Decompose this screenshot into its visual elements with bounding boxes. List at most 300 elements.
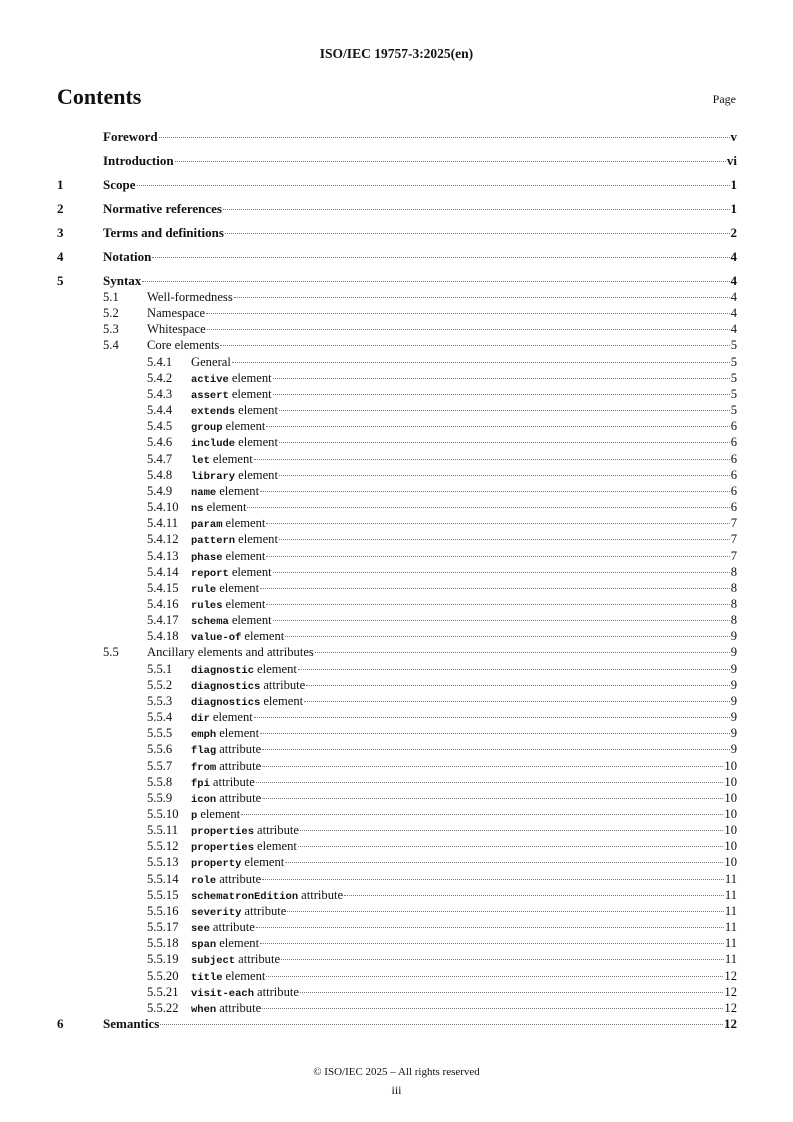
dot-leader (260, 943, 724, 944)
page-number: iii (391, 1083, 402, 1097)
toc-entry-code: from (191, 761, 217, 774)
toc-entry-page: 9 (730, 677, 737, 692)
toc-entry-number: 5.3 (103, 322, 119, 337)
toc-entry-title: Scope (103, 177, 136, 192)
toc-entry-code: dir (191, 713, 210, 726)
toc-entry[interactable] (57, 153, 737, 177)
toc-entry-number: 5.5.18 (147, 936, 179, 951)
toc-entry-title: Foreword (103, 129, 158, 144)
toc-entry[interactable] (57, 177, 737, 201)
toc-entry-page: 9 (730, 710, 737, 725)
toc-entry-number: 5.4.9 (147, 483, 173, 498)
toc-entry-number: 5.4.17 (147, 613, 179, 628)
toc-entry[interactable] (57, 871, 737, 887)
toc-entry-page: 5 (730, 403, 737, 418)
toc-entry[interactable] (57, 499, 737, 515)
toc-entry-code: library (191, 470, 236, 483)
toc-entry-title: Introduction (103, 153, 174, 168)
toc-entry[interactable] (57, 370, 737, 386)
toc-entry-number: 5.2 (103, 306, 119, 321)
dot-leader (273, 572, 730, 573)
toc-entry[interactable] (57, 402, 737, 418)
toc-entry[interactable] (57, 951, 737, 967)
toc-entry-page: 6 (730, 467, 737, 482)
dot-leader (285, 636, 729, 637)
toc-entry[interactable] (57, 467, 737, 483)
toc-entry-page: 9 (730, 645, 737, 660)
page-column-label: Page (712, 92, 736, 106)
toc-entry-number: 5.4.10 (147, 500, 179, 515)
toc-entry-title: element (263, 693, 304, 708)
toc-entry-title: element (231, 613, 272, 628)
toc-entry-number: 5.4.18 (147, 629, 179, 644)
toc-entry-number: 5.5.7 (147, 758, 173, 773)
dot-leader (279, 410, 730, 411)
toc-entry-title: element (257, 661, 297, 676)
toc-entry-title: attribute (257, 984, 299, 999)
toc-entry-title: element (219, 483, 260, 498)
toc-entry[interactable] (57, 693, 737, 709)
dot-leader (160, 1024, 723, 1025)
toc-entry-number: 5.4.2 (147, 370, 173, 385)
toc-entry-code: value-of (191, 632, 242, 645)
toc-entry-title: Semantics (103, 1016, 160, 1032)
toc-entry[interactable] (57, 531, 737, 547)
dot-leader (260, 491, 730, 492)
toc-entry[interactable] (57, 548, 737, 564)
toc-entry-page: 4 (730, 322, 737, 337)
toc-entry-code: name (191, 486, 217, 499)
table-of-contents (57, 129, 737, 1040)
toc-entry-number: 5.5.10 (147, 807, 179, 821)
dot-leader (241, 814, 723, 815)
toc-entry-page: 9 (730, 693, 737, 708)
dot-leader (315, 652, 730, 653)
toc-entry[interactable] (57, 725, 737, 741)
toc-entry[interactable] (57, 790, 737, 806)
toc-entry-number: 5.5.17 (147, 920, 179, 935)
toc-entry-page: 9 (730, 726, 737, 741)
dot-leader (159, 137, 730, 138)
toc-entry[interactable] (57, 677, 737, 693)
dot-leader (304, 701, 730, 702)
toc-entry[interactable] (57, 628, 737, 644)
dot-leader (306, 685, 729, 686)
toc-entry-code: when (191, 1003, 217, 1016)
toc-entry[interactable] (57, 774, 737, 790)
toc-entry-code: span (191, 939, 217, 952)
toc-entry-code: report (191, 567, 229, 580)
toc-entry[interactable] (57, 661, 737, 677)
toc-entry[interactable] (57, 887, 737, 903)
dot-leader (262, 879, 724, 880)
toc-entry-page: 10 (724, 758, 737, 773)
toc-entry-code: title (191, 971, 223, 984)
toc-entry[interactable] (57, 1016, 737, 1040)
toc-entry[interactable] (57, 483, 737, 499)
toc-entry-page: 10 (724, 855, 737, 870)
dot-leader (344, 895, 724, 896)
toc-entry-page: vi (726, 153, 737, 168)
toc-entry-code: visit-each (191, 987, 255, 1000)
dot-leader (220, 345, 729, 346)
toc-entry[interactable] (57, 337, 737, 353)
toc-entry-number: 5.5.5 (147, 726, 173, 741)
toc-entry-code: flag (191, 745, 217, 758)
toc-entry-page: 11 (724, 952, 737, 967)
dot-leader (254, 717, 730, 718)
toc-entry-title: element (225, 516, 266, 531)
toc-entry-number: 5.5.12 (147, 839, 179, 854)
toc-entry-title: General (191, 354, 231, 369)
toc-entry-title: element (244, 629, 285, 644)
toc-entry[interactable] (57, 822, 737, 838)
toc-entry[interactable] (57, 515, 737, 531)
toc-entry-code: group (191, 422, 223, 435)
toc-entry-title: element (225, 548, 266, 563)
toc-entry[interactable] (57, 644, 737, 660)
dot-leader (300, 830, 723, 831)
toc-entry[interactable] (57, 968, 737, 984)
toc-entry-code: diagnostics (191, 680, 261, 693)
toc-entry-code: rules (191, 599, 223, 612)
toc-entry-title: element (231, 370, 272, 385)
dot-leader (281, 959, 724, 960)
dot-leader (256, 927, 724, 928)
toc-entry-page: 8 (730, 564, 737, 579)
toc-entry-title: element (206, 500, 247, 515)
dot-leader (152, 257, 729, 258)
toc-entry-page: 9 (730, 629, 737, 644)
toc-entry-number: 5.5.4 (147, 710, 173, 725)
copyright-footer: © ISO/IEC 2025 – All rights reserved (313, 1066, 480, 1078)
toc-entry-title: element (238, 532, 278, 547)
toc-entry-code: see (191, 923, 210, 936)
dot-leader (273, 378, 730, 379)
toc-entry-page: 11 (724, 887, 737, 902)
toc-entry-page: 6 (730, 451, 737, 466)
toc-entry-code: include (191, 438, 236, 451)
toc-entry-number: 5.5.11 (147, 823, 179, 838)
toc-entry-number: 5.5.16 (147, 903, 179, 918)
toc-entry[interactable] (57, 321, 737, 337)
toc-entry-title: attribute (257, 823, 299, 838)
dot-leader (285, 862, 723, 863)
toc-entry-code: properties (191, 842, 255, 855)
toc-entry-code: p (191, 810, 198, 822)
toc-entry-number: 5.4.1 (147, 354, 173, 369)
toc-entry[interactable] (57, 273, 737, 289)
toc-entry-code: properties (191, 826, 255, 839)
toc-entry-page: 8 (730, 580, 737, 595)
toc-entry-title: attribute (219, 871, 262, 886)
toc-entry-title: element (219, 936, 260, 951)
toc-entry-page: 12 (724, 984, 737, 999)
toc-entry-title: attribute (219, 758, 262, 773)
toc-entry-number: 5.4.11 (147, 516, 179, 531)
toc-entry-title: Syntax (103, 273, 142, 288)
toc-entry-page: 4 (730, 273, 737, 288)
toc-entry[interactable] (57, 919, 737, 935)
toc-entry-title: element (225, 419, 266, 434)
toc-entry-title: element (219, 726, 260, 741)
toc-entry-number: 5.5 (103, 645, 119, 660)
toc-entry-page: 6 (730, 435, 737, 450)
toc-entry-title: element (212, 451, 253, 466)
toc-entry-page: 5 (730, 338, 737, 353)
toc-entry-page: 10 (724, 807, 737, 821)
dot-leader (279, 475, 730, 476)
toc-entry[interactable] (57, 129, 737, 153)
toc-entry-number: 5.5.8 (147, 774, 173, 789)
toc-entry[interactable] (57, 225, 737, 249)
toc-entry-page: 4 (730, 290, 737, 304)
dot-leader (262, 1008, 723, 1009)
toc-entry[interactable] (57, 984, 737, 1000)
toc-entry-code: assert (191, 389, 229, 402)
dot-leader (262, 766, 723, 767)
toc-entry-page: 12 (724, 1000, 737, 1015)
toc-entry-title: element (225, 968, 266, 983)
dot-leader (298, 669, 730, 670)
toc-entry[interactable] (57, 903, 737, 919)
toc-entry-title: element (231, 564, 272, 579)
toc-entry-title: element (238, 435, 278, 450)
toc-entry-page: 12 (724, 968, 737, 983)
toc-entry-number: 1 (57, 177, 64, 192)
toc-entry-title: Ancillary elements and attributes (147, 645, 314, 660)
toc-entry-code: diagnostics (191, 696, 261, 709)
toc-entry-title: Whitespace (147, 322, 206, 337)
dot-leader (266, 556, 729, 557)
toc-entry[interactable] (57, 305, 737, 321)
toc-entry[interactable] (57, 289, 737, 305)
toc-entry-title: element (238, 403, 278, 418)
toc-entry-code: schematronEdition (191, 890, 299, 903)
dot-leader (206, 313, 730, 314)
dot-leader (207, 329, 730, 330)
toc-entry-number: 5.4.5 (147, 419, 173, 434)
toc-entry-number: 5.5.6 (147, 742, 173, 757)
dot-leader (142, 281, 729, 282)
dot-leader (234, 297, 730, 298)
toc-entry-title: attribute (301, 887, 344, 902)
toc-entry-page: 4 (730, 249, 737, 264)
toc-entry-number: 6 (57, 1016, 64, 1032)
dot-leader (266, 426, 729, 427)
toc-entry-page: 10 (724, 774, 737, 789)
toc-entry-number: 5.4.4 (147, 403, 173, 418)
dot-leader (273, 620, 730, 621)
toc-entry-code: rule (191, 583, 217, 596)
toc-entry[interactable] (57, 201, 737, 225)
toc-entry-number: 5.4 (103, 338, 119, 353)
toc-entry[interactable] (57, 1000, 737, 1016)
toc-entry-title: Terms and definitions (103, 225, 224, 240)
toc-entry-number: 2 (57, 201, 64, 216)
toc-entry-page: 7 (730, 516, 737, 531)
toc-entry-number: 5.5.13 (147, 855, 179, 870)
toc-entry-number: 5.5.9 (147, 790, 173, 805)
toc-entry-title: attribute (212, 920, 255, 935)
toc-entry[interactable] (57, 612, 737, 628)
toc-entry-page: 6 (730, 500, 737, 515)
toc-entry-code: schema (191, 616, 229, 629)
toc-entry-code: ns (191, 503, 204, 516)
dot-leader (175, 161, 726, 162)
dot-leader (247, 507, 729, 508)
toc-entry-number: 5.4.15 (147, 580, 179, 595)
toc-entry-title: attribute (219, 790, 262, 805)
toc-entry-number: 5.4.13 (147, 548, 179, 563)
toc-entry-number: 3 (57, 225, 64, 240)
dot-leader (300, 992, 723, 993)
toc-entry[interactable] (57, 709, 737, 725)
page-title: Contents (57, 84, 142, 109)
toc-entry-number: 5.5.3 (147, 693, 173, 708)
toc-entry-number: 5.4.14 (147, 564, 179, 579)
toc-entry-number: 5.5.15 (147, 887, 179, 902)
toc-entry-code: pattern (191, 535, 236, 548)
dot-leader (266, 604, 729, 605)
toc-entry[interactable] (57, 564, 737, 580)
toc-entry-code: param (191, 519, 223, 532)
dot-leader (223, 209, 730, 210)
toc-entry-code: active (191, 373, 229, 386)
toc-entry-page: 6 (730, 419, 737, 434)
toc-entry-title: attribute (219, 742, 262, 757)
dot-leader (298, 846, 724, 847)
toc-entry-number: 5.4.16 (147, 596, 179, 611)
toc-entry-page: 11 (724, 920, 737, 935)
toc-entry-page: 11 (724, 871, 737, 886)
toc-entry-number: 5.4.3 (147, 386, 173, 401)
dot-leader (262, 749, 730, 750)
toc-entry-number: 5.5.1 (147, 661, 173, 676)
dot-leader (266, 523, 729, 524)
toc-entry[interactable] (57, 249, 737, 273)
document-header: ISO/IEC 19757-3:2025(en) (319, 46, 474, 61)
toc-entry[interactable] (57, 580, 737, 596)
dot-leader (266, 976, 723, 977)
toc-entry-title: attribute (212, 774, 255, 789)
toc-entry-number: 5.4.6 (147, 435, 173, 450)
toc-entry-title: element (257, 839, 297, 854)
dot-leader (279, 539, 730, 540)
toc-entry-title: attribute (244, 903, 287, 918)
toc-entry[interactable] (57, 434, 737, 450)
toc-entry-number: 5.5.20 (147, 968, 179, 983)
toc-entry-page: 4 (730, 306, 737, 321)
toc-entry-title: element (231, 386, 272, 401)
toc-entry-number: 5.4.7 (147, 451, 173, 466)
toc-entry-page: v (730, 129, 737, 144)
toc-entry-page: 10 (724, 790, 737, 805)
toc-entry-title: Well-formedness (147, 290, 233, 304)
toc-entry-number: 5.4.12 (147, 532, 179, 547)
toc-entry-number: 5.1 (103, 290, 119, 304)
toc-entry-page: 9 (730, 661, 737, 676)
toc-entry-number: 5.5.22 (147, 1000, 179, 1015)
toc-entry-page: 9 (730, 742, 737, 757)
toc-entry-page: 5 (730, 386, 737, 401)
dot-leader (256, 782, 724, 783)
toc-entry-code: extends (191, 406, 236, 419)
toc-entry-page: 2 (730, 225, 737, 240)
toc-entry-number: 5 (57, 273, 64, 288)
dot-leader (262, 798, 723, 799)
toc-entry-page: 8 (730, 596, 737, 611)
toc-entry-code: let (191, 454, 210, 467)
dot-leader (225, 233, 730, 234)
toc-entry-code: property (191, 858, 242, 871)
toc-entry-code: icon (191, 793, 217, 806)
dot-leader (254, 459, 730, 460)
toc-entry-page: 8 (730, 613, 737, 628)
toc-entry-code: severity (191, 906, 242, 919)
toc-entry-page: 10 (724, 823, 737, 838)
toc-entry-page: 7 (730, 532, 737, 547)
toc-entry-number: 5.4.8 (147, 467, 173, 482)
toc-entry-code: emph (191, 729, 217, 742)
toc-entry-page: 5 (730, 370, 737, 385)
toc-entry[interactable] (57, 935, 737, 951)
toc-entry-code: phase (191, 551, 223, 564)
toc-entry[interactable] (57, 806, 737, 822)
toc-entry-title: element (200, 807, 241, 821)
toc-entry-title: attribute (238, 952, 281, 967)
toc-entry-title: Namespace (147, 306, 206, 321)
toc-entry-code: diagnostic (191, 664, 255, 677)
toc-entry[interactable] (57, 758, 737, 774)
toc-entry[interactable] (57, 418, 737, 434)
toc-entry-title: Core elements (147, 338, 220, 353)
toc-entry[interactable] (57, 386, 737, 402)
toc-entry[interactable] (57, 451, 737, 467)
toc-entry-title: Normative references (103, 201, 222, 216)
toc-entry-title: element (219, 580, 260, 595)
toc-entry[interactable] (57, 354, 737, 370)
toc-entry[interactable] (57, 596, 737, 612)
toc-entry-number: 5.5.19 (147, 952, 179, 967)
toc-entry-number: 4 (57, 249, 64, 264)
toc-entry[interactable] (57, 854, 737, 870)
toc-entry-number: 5.5.14 (147, 871, 179, 886)
toc-entry[interactable] (57, 741, 737, 757)
toc-entry-page: 10 (724, 839, 737, 854)
toc-entry-page: 1 (730, 201, 737, 216)
dot-leader (287, 911, 723, 912)
toc-entry-page: 11 (724, 903, 737, 918)
dot-leader (232, 362, 730, 363)
toc-entry-page: 12 (724, 1016, 737, 1032)
toc-entry-page: 6 (730, 483, 737, 498)
toc-entry-page: 11 (724, 936, 737, 951)
toc-entry-title: element (212, 710, 253, 725)
toc-entry-page: 5 (730, 354, 737, 369)
toc-entry-title: element (238, 467, 278, 482)
toc-entry-title: Notation (103, 249, 152, 264)
toc-entry[interactable] (57, 838, 737, 854)
toc-entry-title: attribute (219, 1000, 262, 1015)
dot-leader (260, 588, 730, 589)
toc-entry-code: role (191, 874, 217, 887)
dot-leader (137, 185, 730, 186)
dot-leader (279, 442, 730, 443)
toc-entry-title: element (225, 596, 266, 611)
dot-leader (273, 394, 730, 395)
toc-entry-code: subject (191, 955, 236, 968)
